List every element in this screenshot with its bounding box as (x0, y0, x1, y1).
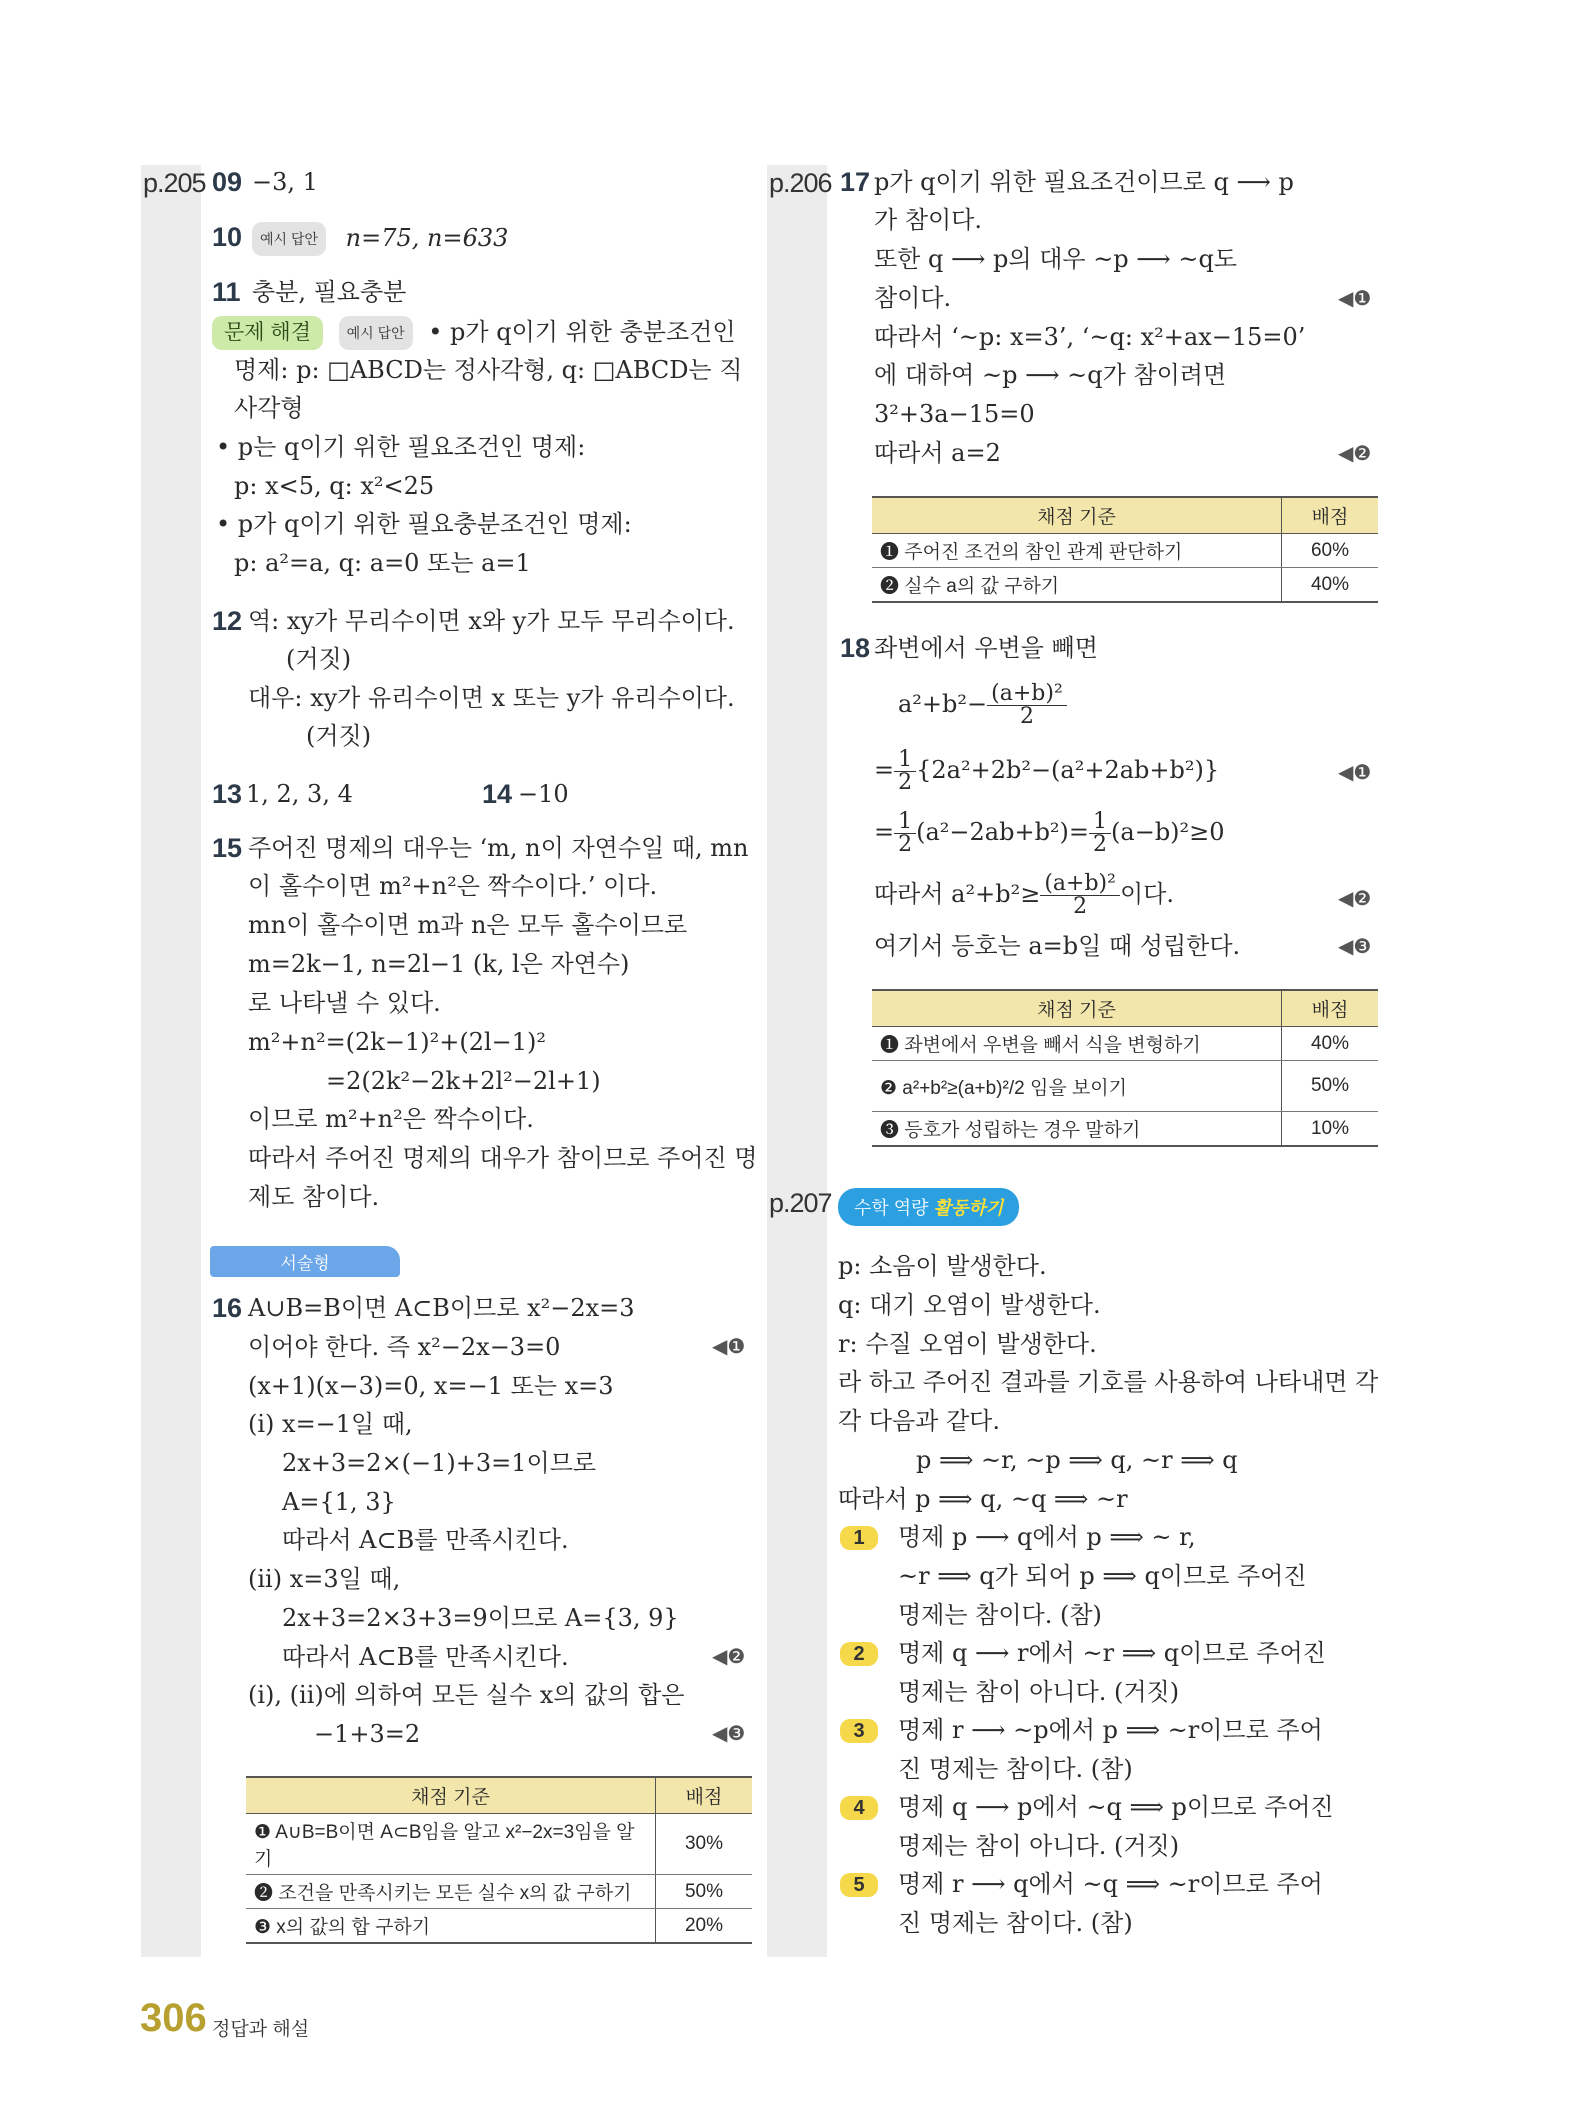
question-number: 12 (212, 606, 243, 636)
table-row (246, 1875, 752, 1909)
solution-line: p: x<5, q: x²<25 (234, 472, 435, 500)
page-reference: p.206 (769, 168, 832, 198)
fraction (1040, 873, 1120, 918)
expr-text: = (874, 756, 895, 784)
question-number: 14 (482, 779, 513, 809)
expr-text: = (874, 818, 895, 846)
grading-marker: ◀❷ (1338, 886, 1372, 910)
fraction-numerator: (a+b)² (1040, 873, 1120, 896)
activity-line: 따라서 p ⟹ q, ~q ⟹ ~r (838, 1485, 1128, 1513)
answer-line (252, 222, 508, 256)
solution-line: 3²+3a−15=0 (874, 400, 1035, 428)
item-line: ~r ⟹ q가 되어 p ⟹ q이므로 주어진 (898, 1562, 1307, 1590)
grading-table (872, 989, 1378, 1147)
item-line: 명제 p ⟶ q에서 p ⟹ ~ r, (898, 1523, 1196, 1551)
answer-line: 역: xy가 무리수이면 x와 y가 모두 무리수이다. (248, 607, 735, 635)
fraction (1089, 811, 1111, 856)
answer-text: n=75, n=633 (345, 223, 509, 252)
math-expression (874, 742, 1219, 798)
item-number-badge: 3 (840, 1719, 878, 1743)
math-expression (898, 674, 1067, 734)
table-cell: ❷ 실수 a의 값 구하기 (872, 568, 1282, 603)
fraction-numerator: 1 (1089, 811, 1111, 834)
table-cell: 20% (656, 1909, 753, 1944)
question-number: 18 (840, 633, 871, 663)
solution-line: 따라서 A⊂B를 만족시킨다. (282, 1526, 569, 1554)
solution-line: A∪B=B이면 A⊂B이므로 x²−2x=3 (248, 1294, 635, 1322)
item-line: 명제는 참이다. (참) (898, 1601, 1102, 1629)
item-line: 진 명제는 참이다. (참) (898, 1755, 1133, 1783)
left-margin-band (141, 165, 201, 1957)
activity-line: p: 소음이 발생한다. (838, 1252, 1047, 1280)
solution-line: 이어야 한다. 즉 x²−2x−3=0 (248, 1333, 561, 1361)
solution-line: 따라서 주어진 명제의 대우가 참이므로 주어진 명 (248, 1144, 758, 1172)
item-line: 명제 r ⟶ q에서 ~q ⟹ ~r이므로 주어 (898, 1870, 1323, 1898)
solution-line: 명제: p: □ABCD는 정사각형, q: □ABCD는 직 (234, 356, 743, 384)
fraction-denominator: 2 (1019, 704, 1034, 729)
table-cell: 40% (1282, 1027, 1379, 1061)
table-cell: ❶ A∪B=B이면 A⊂B임을 알고 x²−2x=3임을 알기 (246, 1814, 656, 1875)
question-number: 09 (212, 167, 243, 197)
table-cell: 50% (1282, 1061, 1379, 1112)
item-line: 진 명제는 참이다. (참) (898, 1909, 1133, 1937)
solution-line: A={1, 3} (282, 1488, 396, 1516)
table-cell: 30% (656, 1814, 753, 1875)
question-number: 10 (212, 222, 243, 252)
item-number-badge: 2 (840, 1642, 878, 1666)
right-margin-band (767, 165, 827, 1957)
grading-marker: ◀❶ (1338, 760, 1372, 784)
solution-line: 2x+3=2×3+3=9이므로 A={3, 9} (282, 1604, 679, 1632)
solution-line: (i), (ii)에 의하여 모든 실수 x의 값의 합은 (248, 1681, 685, 1709)
solution-line: 여기서 등호는 a=b일 때 성립한다. (874, 932, 1241, 960)
table-header: 채점 기준 (872, 990, 1282, 1027)
grading-marker: ◀❷ (1338, 441, 1372, 465)
solution-line: 가 참이다. (874, 206, 982, 234)
table-row (246, 1909, 752, 1944)
solution-line: 따라서 a=2 (874, 439, 1001, 467)
answer-text: 1, 2, 3, 4 (246, 780, 353, 808)
table-cell: 60% (1282, 534, 1379, 568)
question-number: 15 (212, 833, 243, 863)
solution-line: 따라서 A⊂B를 만족시킨다. (282, 1643, 569, 1671)
item-line: 명제 q ⟶ p에서 ~q ⟹ p이므로 주어진 (898, 1793, 1334, 1821)
grading-marker: ◀❸ (1338, 934, 1372, 958)
solution-line: (ii) x=3일 때, (248, 1565, 401, 1593)
solution-line: (i) x=−1일 때, (248, 1410, 413, 1438)
solution-line: 로 나타낼 수 있다. (248, 989, 441, 1017)
grading-table (872, 496, 1378, 603)
grading-marker: ◀❶ (1338, 286, 1372, 310)
table-header: 배점 (1282, 497, 1379, 534)
grading-marker: ◀❸ (712, 1721, 746, 1745)
answer-text: −3, 1 (252, 168, 318, 196)
table-row (872, 1112, 1378, 1147)
page-reference: p.205 (143, 168, 206, 198)
table-header: 채점 기준 (872, 497, 1282, 534)
solution-line: mn이 홀수이면 m과 n은 모두 홀수이므로 (248, 911, 688, 939)
solution-line: 에 대하여 ~p ⟶ ~q가 참이려면 (874, 361, 1227, 389)
solution-line: 이므로 m²+n²은 짝수이다. (248, 1105, 534, 1133)
answer-text: −10 (518, 780, 569, 808)
table-cell: ❷ 조건을 만족시키는 모든 실수 x의 값 구하기 (246, 1875, 656, 1909)
solution-line: 이 홀수이면 m²+n²은 짝수이다.’ 이다. (248, 872, 658, 900)
table-header: 배점 (656, 1777, 753, 1814)
table-cell: 40% (1282, 568, 1379, 603)
table-header: 배점 (1282, 990, 1379, 1027)
solution-line: 참이다. (874, 284, 952, 312)
item-number-badge: 5 (840, 1873, 878, 1897)
table-header: 채점 기준 (246, 1777, 656, 1814)
capacity-label: 수학 역량 (854, 1198, 929, 1218)
expr-text: (a−b)²≥0 (1111, 818, 1225, 846)
table-cell: ❸ x의 값의 합 구하기 (246, 1909, 656, 1944)
item-line: 명제는 참이 아니다. (거짓) (898, 1832, 1180, 1860)
problem-solving-label: 문제 해결 (212, 316, 323, 350)
grading-marker: ◀❷ (712, 1644, 746, 1668)
expr-text: a²+b²− (898, 690, 988, 718)
table-cell: 10% (1282, 1112, 1379, 1147)
fraction-denominator: 2 (1093, 832, 1108, 857)
example-answer-badge: 예시 답안 (252, 222, 326, 256)
solution-line: • p는 q이기 위한 필요조건인 명제: (216, 433, 586, 461)
item-number-badge: 1 (840, 1526, 878, 1550)
expr-text: 이다. (1119, 880, 1174, 908)
solution-line: −1+3=2 (314, 1720, 421, 1748)
activity-line: q: 대기 오염이 발생한다. (838, 1291, 1101, 1319)
solution-line: m²+n²=(2k−1)²+(2l−1)² (248, 1028, 546, 1056)
solution-line: 제도 참이다. (248, 1183, 380, 1211)
expr-text: (a²−2ab+b²)= (916, 818, 1090, 846)
solution-line: 주어진 명제의 대우는 ‘m, n이 자연수일 때, mn (248, 834, 749, 862)
grading-marker: ◀❶ (712, 1334, 746, 1358)
activity-line: p ⟹ ~r, ~p ⟹ q, ~r ⟹ q (916, 1446, 1238, 1474)
table-row (872, 534, 1378, 568)
solution-line: 사각형 (234, 394, 304, 422)
essay-label: 서술형 (210, 1246, 400, 1277)
table-cell: ❷ a²+b²≥(a+b)²/2 임을 보이기 (872, 1061, 1282, 1112)
expr-text: {2a²+2b²−(a²+2ab+b²)} (916, 756, 1220, 784)
expr-text: 따라서 a²+b²≥ (874, 880, 1041, 908)
page-number: 306 (140, 1996, 207, 2040)
table-row (872, 1061, 1378, 1112)
grading-table (246, 1776, 752, 1944)
solution-line: 또한 q ⟶ p의 대우 ~p ⟶ ~q도 (874, 245, 1237, 273)
fraction-denominator: 2 (898, 832, 913, 857)
table-row (872, 1027, 1378, 1061)
fraction-denominator: 2 (1073, 894, 1088, 919)
solution-line: (x+1)(x−3)=0, x=−1 또는 x=3 (248, 1372, 614, 1400)
fraction (987, 683, 1067, 728)
footer-title: 정답과 해설 (212, 2019, 310, 2040)
example-answer-badge: 예시 답안 (339, 316, 413, 350)
math-expression (874, 804, 1225, 860)
fraction-numerator: 1 (894, 811, 916, 834)
solution-line: 좌변에서 우변을 빼면 (874, 634, 1098, 662)
table-cell: ❶ 주어진 조건의 참인 관계 판단하기 (872, 534, 1282, 568)
solution-line: =2(2k²−2k+2l²−2l+1) (326, 1067, 601, 1095)
question-number: 17 (840, 167, 871, 197)
solution-header (212, 316, 736, 350)
table-cell: 50% (656, 1875, 753, 1909)
table-row (246, 1814, 752, 1875)
fraction (894, 811, 916, 856)
solution-line: • p가 q이기 위한 충분조건인 (428, 317, 736, 346)
table-cell: ❸ 등호가 성립하는 경우 말하기 (872, 1112, 1282, 1147)
fraction-numerator: 1 (894, 749, 916, 772)
table-row (872, 568, 1378, 603)
answer-line: (거짓) (306, 722, 372, 750)
answer-text: 충분, 필요충분 (252, 278, 407, 306)
activity-line: r: 수질 오염이 발생한다. (838, 1330, 1097, 1358)
item-line: 명제 r ⟶ ~p에서 p ⟹ ~r이므로 주어 (898, 1716, 1323, 1744)
question-number: 13 (212, 779, 243, 809)
answer-line: (거짓) (286, 645, 352, 673)
solution-line: • p가 q이기 위한 필요충분조건인 명제: (216, 510, 632, 538)
item-number-badge: 4 (840, 1796, 878, 1820)
math-capacity-badge (838, 1188, 1019, 1226)
activity-line: 각 다음과 같다. (838, 1407, 1000, 1435)
solution-line: p: a²=a, q: a=0 또는 a=1 (234, 549, 531, 577)
solution-line: p가 q이기 위한 필요조건이므로 q ⟶ p (874, 168, 1294, 196)
solution-line: m=2k−1, n=2l−1 (k, l은 자연수) (248, 950, 630, 978)
capacity-highlight: 활동하기 (933, 1198, 1004, 1218)
solution-line: 2x+3=2×(−1)+3=1이므로 (282, 1449, 597, 1477)
fraction-numerator: (a+b)² (987, 683, 1067, 706)
table-cell: ❶ 좌변에서 우변을 빼서 식을 변형하기 (872, 1027, 1282, 1061)
question-number: 11 (212, 277, 241, 307)
item-line: 명제는 참이 아니다. (거짓) (898, 1678, 1180, 1706)
solution-line: 따라서 ‘~p: x=3’, ‘~q: x²+ax−15=0’ (874, 323, 1306, 351)
page-reference: p.207 (769, 1188, 832, 1218)
fraction (894, 749, 916, 794)
fraction-denominator: 2 (898, 770, 913, 795)
activity-line: 라 하고 주어진 결과를 기호를 사용하여 나타내면 각 (838, 1368, 1379, 1396)
question-number: 16 (212, 1293, 243, 1323)
item-line: 명제 q ⟶ r에서 ~r ⟹ q이므로 주어진 (898, 1639, 1326, 1667)
answer-line: 대우: xy가 유리수이면 x 또는 y가 유리수이다. (248, 684, 735, 712)
math-expression (874, 866, 1174, 922)
